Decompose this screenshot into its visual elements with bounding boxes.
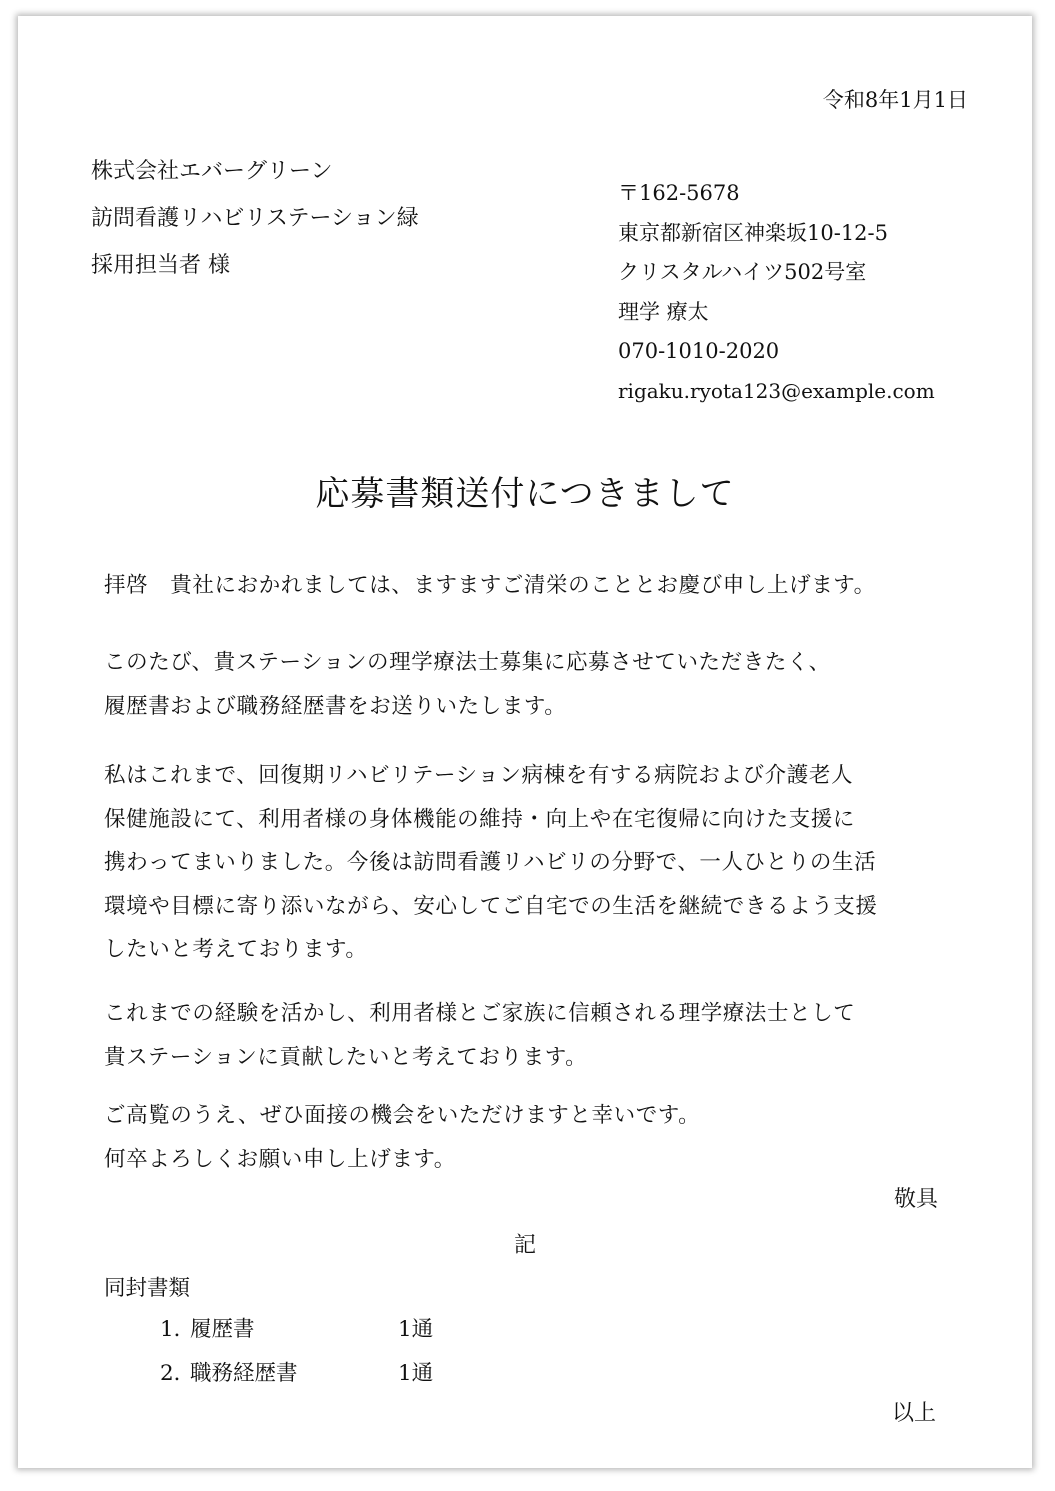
- ki-heading: 記: [513, 1233, 536, 1258]
- paragraph-line: 履歴書および職務経歴書をお送りいたします。: [104, 693, 567, 719]
- sender-phone: 070-1010-2020: [618, 339, 780, 363]
- sender-name: 理学 療太: [618, 299, 709, 324]
- paragraph-line: したいと考えております。: [104, 937, 368, 962]
- letter-date: 令和8年1月1日: [822, 88, 968, 112]
- enclosure-item-name: 履歴書: [190, 1317, 255, 1342]
- recipient-company: 株式会社エバーグリーン: [91, 159, 333, 184]
- sender-address2: クリスタルハイツ502号室: [618, 260, 867, 284]
- paragraph-experience: [104, 754, 878, 972]
- paragraph-line: 何卒よろしくお願い申し上げます。: [104, 1146, 456, 1172]
- closing-keigu: 敬具: [893, 1187, 938, 1212]
- enclosure-item: [160, 1352, 433, 1396]
- paragraph-contribution: [104, 992, 855, 1079]
- recipient-block: [91, 148, 419, 289]
- sender-address1: 東京都新宿区神楽坂10-12-5: [618, 220, 888, 245]
- enclosure-item-number: 1．: [160, 1317, 196, 1342]
- paragraph-line: 拝啓 貴社におかれましては、ますますご清栄のこととお慶び申し上げます。: [104, 573, 876, 598]
- paragraph-line: ご高覧のうえ、ぜひ面接の機会をいただけますと幸いです。: [104, 1103, 701, 1128]
- sender-block: [618, 174, 935, 411]
- paragraph-line: 貴ステーションに貢献したいと考えております。: [104, 1044, 588, 1070]
- recipient-department: 訪問看護リハビリステーション緑: [91, 206, 419, 231]
- paragraph-line: 携わってまいりました。今後は訪問看護リハビリの分野で、一人ひとりの生活: [104, 850, 877, 875]
- enclosure-item-count: 1通: [398, 1317, 434, 1342]
- closing-ijo: 以上: [891, 1401, 936, 1426]
- paragraph-request: [104, 1094, 700, 1181]
- paragraph-line: このたび、貴ステーションの理学療法士募集に応募させていただきたく、: [104, 650, 831, 675]
- paragraph-greeting: [104, 564, 876, 608]
- enclosure-item-count: 1通: [398, 1361, 434, 1386]
- paragraph-line: 私はこれまで、回復期リハビリテーション病棟を有する病院および介護老人: [104, 763, 854, 788]
- recipient-person: 採用担当者 様: [91, 253, 230, 278]
- enclosure-list: [160, 1308, 433, 1396]
- sender-postal: 〒162-5678: [618, 181, 740, 205]
- enclosure-item-name: 職務経歴書: [190, 1361, 298, 1386]
- enclosure-item: [160, 1308, 433, 1352]
- enclosure-item-number: 2．: [160, 1361, 196, 1386]
- paragraph-line: 環境や目標に寄り添いながら、安心してご自宅での生活を継続できるよう支援: [104, 893, 878, 919]
- letter-page: [18, 16, 1032, 1468]
- letter-title: 応募書類送付につきまして: [315, 474, 735, 514]
- sender-email: rigaku.ryota123@example.com: [618, 378, 935, 403]
- paragraph-intro: [104, 641, 831, 728]
- paragraph-line: これまでの経験を活かし、利用者様とご家族に信頼される理学療法士として: [104, 1001, 856, 1026]
- paragraph-line: 保健施設にて、利用者様の身体機能の維持・向上や在宅復帰に向けた支援に: [104, 806, 855, 832]
- enclosure-title: 同封書類: [104, 1276, 191, 1301]
